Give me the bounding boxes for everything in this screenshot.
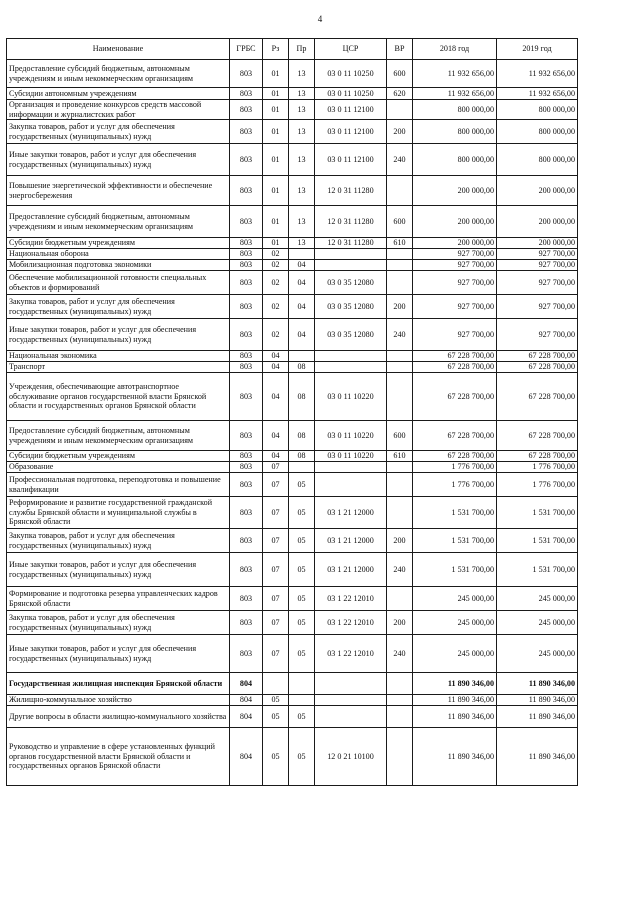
table-row <box>7 373 578 421</box>
row-2018: 200 000,00 <box>413 238 497 249</box>
row-2018: 200 000,00 <box>413 176 497 206</box>
row-2018: 1 776 700,00 <box>413 462 497 473</box>
row-2019: 67 228 700,00 <box>497 362 578 373</box>
row-2019: 11 890 346,00 <box>497 728 578 786</box>
row-2019: 245 000,00 <box>497 635 578 673</box>
page-number: 4 <box>317 14 323 24</box>
row-name: Транспорт <box>7 362 230 373</box>
row-name: Другие вопросы в области жилищно-коммунального хозяйства <box>7 706 230 728</box>
row-2019: 200 000,00 <box>497 238 578 249</box>
row-grbs: 803 <box>230 88 263 100</box>
row-vr: 240 <box>387 144 413 176</box>
row-name: Национальная экономика <box>7 351 230 362</box>
row-grbs: 803 <box>230 60 263 88</box>
row-2019: 1 776 700,00 <box>497 473 578 497</box>
table-row <box>7 238 578 249</box>
row-grbs: 803 <box>230 351 263 362</box>
row-name: Субсидии автономным учреждениям <box>7 88 230 100</box>
row-rz: 05 <box>263 706 289 728</box>
row-grbs: 803 <box>230 553 263 587</box>
row-pr: 08 <box>289 451 315 462</box>
row-pr: 13 <box>289 88 315 100</box>
row-pr: 05 <box>289 611 315 635</box>
row-2019: 11 932 656,00 <box>497 88 578 100</box>
row-name: Закупка товаров, работ и услуг для обеспечения государственных (муниципальных) нужд <box>7 120 230 144</box>
row-name: Повышение энергетической эффективности и обеспечение энергосбережения <box>7 176 230 206</box>
row-grbs: 803 <box>230 249 263 260</box>
row-csr: 03 1 21 12000 <box>315 553 387 587</box>
row-name: Иные закупки товаров, работ и услуг для обеспечения государственных (муниципальных) нужд <box>7 319 230 351</box>
row-csr <box>315 260 387 271</box>
row-grbs: 803 <box>230 100 263 120</box>
row-pr <box>289 351 315 362</box>
row-rz <box>263 673 289 695</box>
row-vr <box>387 473 413 497</box>
row-csr: 03 0 11 12100 <box>315 100 387 120</box>
table-row <box>7 260 578 271</box>
row-rz: 04 <box>263 451 289 462</box>
row-csr: 03 1 21 12000 <box>315 529 387 553</box>
row-vr: 600 <box>387 421 413 451</box>
header-csr: ЦСР <box>315 39 387 60</box>
header-vr: ВР <box>387 39 413 60</box>
row-grbs: 804 <box>230 706 263 728</box>
header-2019: 2019 год <box>497 39 578 60</box>
row-vr <box>387 673 413 695</box>
row-2019: 1 531 700,00 <box>497 553 578 587</box>
row-2018: 800 000,00 <box>413 120 497 144</box>
row-vr: 620 <box>387 88 413 100</box>
row-2019: 200 000,00 <box>497 206 578 238</box>
row-csr <box>315 473 387 497</box>
row-2018: 11 890 346,00 <box>413 706 497 728</box>
row-csr: 03 1 22 12010 <box>315 611 387 635</box>
row-2019: 245 000,00 <box>497 611 578 635</box>
row-rz: 01 <box>263 100 289 120</box>
row-rz: 02 <box>263 319 289 351</box>
row-csr: 12 0 31 11280 <box>315 176 387 206</box>
row-name: Учреждения, обеспечивающие автотранспортное обслуживание органов государственной власти Брянской области и государственных органов Брянской области <box>7 373 230 421</box>
row-rz: 07 <box>263 635 289 673</box>
row-vr: 240 <box>387 319 413 351</box>
row-2018: 800 000,00 <box>413 100 497 120</box>
row-csr: 03 1 22 12010 <box>315 635 387 673</box>
row-rz: 01 <box>263 206 289 238</box>
row-2018: 67 228 700,00 <box>413 421 497 451</box>
row-pr <box>289 462 315 473</box>
row-vr <box>387 362 413 373</box>
table-row <box>7 362 578 373</box>
row-name: Иные закупки товаров, работ и услуг для обеспечения государственных (муниципальных) нужд <box>7 144 230 176</box>
header-pr: Пр <box>289 39 315 60</box>
row-vr <box>387 100 413 120</box>
row-csr: 03 1 21 12000 <box>315 497 387 529</box>
row-rz: 04 <box>263 362 289 373</box>
row-2018: 245 000,00 <box>413 587 497 611</box>
row-vr <box>387 176 413 206</box>
row-rz: 07 <box>263 611 289 635</box>
row-2019: 800 000,00 <box>497 100 578 120</box>
header-name: Наименование <box>7 39 230 60</box>
table-row <box>7 249 578 260</box>
row-rz: 01 <box>263 144 289 176</box>
row-rz: 07 <box>263 497 289 529</box>
row-csr <box>315 351 387 362</box>
table-row <box>7 144 578 176</box>
row-2018: 927 700,00 <box>413 271 497 295</box>
row-2019: 927 700,00 <box>497 295 578 319</box>
table-row <box>7 100 578 120</box>
row-2018: 67 228 700,00 <box>413 362 497 373</box>
row-rz: 07 <box>263 462 289 473</box>
row-csr: 03 0 11 10250 <box>315 60 387 88</box>
row-rz: 01 <box>263 88 289 100</box>
row-vr <box>387 728 413 786</box>
row-name: Государственная жилищная инспекция Брянской области <box>7 673 230 695</box>
row-pr: 05 <box>289 706 315 728</box>
header-2018: 2018 год <box>413 39 497 60</box>
row-2019: 11 890 346,00 <box>497 673 578 695</box>
row-grbs: 803 <box>230 529 263 553</box>
row-pr: 05 <box>289 529 315 553</box>
row-pr: 13 <box>289 100 315 120</box>
row-pr: 13 <box>289 60 315 88</box>
row-pr: 05 <box>289 497 315 529</box>
row-grbs: 803 <box>230 451 263 462</box>
row-2018: 800 000,00 <box>413 144 497 176</box>
row-pr: 13 <box>289 206 315 238</box>
row-name: Реформирование и развитие государственной гражданской службы Брянской области и муниципальной службы в Брянской области <box>7 497 230 529</box>
row-name: Субсидии бюджетным учреждениям <box>7 238 230 249</box>
row-2019: 927 700,00 <box>497 319 578 351</box>
table-row <box>7 319 578 351</box>
row-name: Жилищно-коммунальное хозяйство <box>7 695 230 706</box>
row-csr <box>315 695 387 706</box>
row-grbs: 803 <box>230 206 263 238</box>
row-pr: 04 <box>289 295 315 319</box>
row-grbs: 803 <box>230 295 263 319</box>
row-csr <box>315 249 387 260</box>
row-grbs: 803 <box>230 362 263 373</box>
row-vr: 240 <box>387 635 413 673</box>
table-row <box>7 120 578 144</box>
budget-table <box>6 38 578 786</box>
row-rz: 07 <box>263 529 289 553</box>
row-vr <box>387 260 413 271</box>
row-2019: 245 000,00 <box>497 587 578 611</box>
row-csr <box>315 362 387 373</box>
row-vr: 600 <box>387 206 413 238</box>
row-2018: 1 531 700,00 <box>413 529 497 553</box>
row-csr: 12 0 31 11280 <box>315 206 387 238</box>
row-pr: 13 <box>289 144 315 176</box>
row-name: Закупка товаров, работ и услуг для обеспечения государственных (муниципальных) нужд <box>7 611 230 635</box>
row-name: Формирование и подготовка резерва управленческих кадров Брянской области <box>7 587 230 611</box>
row-pr: 04 <box>289 319 315 351</box>
row-grbs: 803 <box>230 462 263 473</box>
row-vr: 200 <box>387 611 413 635</box>
row-2018: 11 890 346,00 <box>413 695 497 706</box>
row-rz: 01 <box>263 120 289 144</box>
row-name: Профессиональная подготовка, переподготовка и повышение квалификации <box>7 473 230 497</box>
table-row <box>7 587 578 611</box>
table-row <box>7 295 578 319</box>
table-row <box>7 451 578 462</box>
row-vr <box>387 587 413 611</box>
row-name: Мобилизационная подготовка экономики <box>7 260 230 271</box>
row-2018: 200 000,00 <box>413 206 497 238</box>
row-grbs: 803 <box>230 144 263 176</box>
row-vr: 610 <box>387 238 413 249</box>
table-row <box>7 351 578 362</box>
row-pr <box>289 249 315 260</box>
row-2019: 927 700,00 <box>497 249 578 260</box>
row-2018: 1 531 700,00 <box>413 497 497 529</box>
row-2019: 200 000,00 <box>497 176 578 206</box>
table-row <box>7 462 578 473</box>
row-rz: 01 <box>263 238 289 249</box>
table-row <box>7 271 578 295</box>
row-grbs: 803 <box>230 587 263 611</box>
row-name: Руководство и управление в сфере установленных функций органов государственной власти Брянской области и государственных органов Брянской области <box>7 728 230 786</box>
row-name: Закупка товаров, работ и услуг для обеспечения государственных (муниципальных) нужд <box>7 295 230 319</box>
row-vr: 200 <box>387 120 413 144</box>
row-csr: 03 0 11 12100 <box>315 144 387 176</box>
row-2019: 927 700,00 <box>497 271 578 295</box>
row-rz: 04 <box>263 421 289 451</box>
row-2019: 67 228 700,00 <box>497 421 578 451</box>
table-row <box>7 529 578 553</box>
row-pr: 08 <box>289 373 315 421</box>
row-rz: 01 <box>263 60 289 88</box>
row-grbs: 803 <box>230 497 263 529</box>
table-row <box>7 635 578 673</box>
table-row <box>7 497 578 529</box>
row-rz: 07 <box>263 587 289 611</box>
row-pr <box>289 673 315 695</box>
row-grbs: 804 <box>230 728 263 786</box>
row-vr: 200 <box>387 529 413 553</box>
row-csr <box>315 462 387 473</box>
table-row <box>7 673 578 695</box>
table-row <box>7 176 578 206</box>
row-csr: 03 0 11 12100 <box>315 120 387 144</box>
row-rz: 02 <box>263 249 289 260</box>
row-2019: 1 776 700,00 <box>497 462 578 473</box>
row-name: Иные закупки товаров, работ и услуг для обеспечения государственных (муниципальных) нужд <box>7 635 230 673</box>
row-rz: 04 <box>263 351 289 362</box>
header-grbs: ГРБС <box>230 39 263 60</box>
row-grbs: 804 <box>230 695 263 706</box>
row-name: Организация и проведение конкурсов средств массовой информации и журналистских работ <box>7 100 230 120</box>
table-row <box>7 206 578 238</box>
row-pr: 13 <box>289 176 315 206</box>
row-2018: 1 776 700,00 <box>413 473 497 497</box>
table-row <box>7 728 578 786</box>
row-2018: 67 228 700,00 <box>413 351 497 362</box>
row-2019: 800 000,00 <box>497 120 578 144</box>
row-2019: 927 700,00 <box>497 260 578 271</box>
row-2018: 927 700,00 <box>413 260 497 271</box>
row-pr: 13 <box>289 238 315 249</box>
row-csr: 03 0 35 12080 <box>315 319 387 351</box>
row-csr: 03 0 35 12080 <box>315 295 387 319</box>
row-2019: 67 228 700,00 <box>497 351 578 362</box>
row-rz: 04 <box>263 373 289 421</box>
row-2019: 67 228 700,00 <box>497 451 578 462</box>
row-name: Предоставление субсидий бюджетным, автономным учреждениям и иным некоммерческим организациям <box>7 206 230 238</box>
row-grbs: 803 <box>230 120 263 144</box>
row-pr: 05 <box>289 635 315 673</box>
row-name: Обеспечение мобилизационной готовности специальных объектов и формирований <box>7 271 230 295</box>
table-row <box>7 695 578 706</box>
row-grbs: 803 <box>230 260 263 271</box>
row-rz: 02 <box>263 271 289 295</box>
row-2019: 1 531 700,00 <box>497 529 578 553</box>
row-2018: 67 228 700,00 <box>413 373 497 421</box>
table-row <box>7 611 578 635</box>
row-vr: 610 <box>387 451 413 462</box>
row-grbs: 803 <box>230 473 263 497</box>
row-csr: 12 0 21 10100 <box>315 728 387 786</box>
row-2018: 245 000,00 <box>413 635 497 673</box>
row-csr: 03 0 35 12080 <box>315 271 387 295</box>
row-grbs: 804 <box>230 673 263 695</box>
row-2018: 11 890 346,00 <box>413 673 497 695</box>
row-csr: 03 0 11 10220 <box>315 421 387 451</box>
row-grbs: 803 <box>230 421 263 451</box>
header-row <box>7 39 578 60</box>
row-vr <box>387 497 413 529</box>
row-csr: 03 0 11 10220 <box>315 373 387 421</box>
row-pr: 04 <box>289 260 315 271</box>
row-vr <box>387 462 413 473</box>
row-2019: 11 890 346,00 <box>497 706 578 728</box>
row-csr <box>315 706 387 728</box>
row-2018: 927 700,00 <box>413 249 497 260</box>
table-row <box>7 60 578 88</box>
row-2018: 927 700,00 <box>413 295 497 319</box>
row-vr <box>387 351 413 362</box>
row-2018: 927 700,00 <box>413 319 497 351</box>
row-name: Образование <box>7 462 230 473</box>
row-rz: 02 <box>263 260 289 271</box>
row-rz: 07 <box>263 553 289 587</box>
table-row <box>7 421 578 451</box>
row-vr <box>387 271 413 295</box>
row-pr: 13 <box>289 120 315 144</box>
row-grbs: 803 <box>230 319 263 351</box>
row-grbs: 803 <box>230 271 263 295</box>
row-csr: 03 0 11 10250 <box>315 88 387 100</box>
row-2019: 1 531 700,00 <box>497 497 578 529</box>
row-2018: 11 890 346,00 <box>413 728 497 786</box>
table-row <box>7 88 578 100</box>
header-rz: Рз <box>263 39 289 60</box>
row-name: Предоставление субсидий бюджетным, автономным учреждениям и иным некоммерческим организациям <box>7 60 230 88</box>
row-2018: 245 000,00 <box>413 611 497 635</box>
row-name: Иные закупки товаров, работ и услуг для обеспечения государственных (муниципальных) нужд <box>7 553 230 587</box>
row-rz: 07 <box>263 473 289 497</box>
row-pr: 08 <box>289 362 315 373</box>
row-grbs: 803 <box>230 611 263 635</box>
row-2019: 11 932 656,00 <box>497 60 578 88</box>
row-rz: 02 <box>263 295 289 319</box>
row-grbs: 803 <box>230 176 263 206</box>
row-grbs: 803 <box>230 238 263 249</box>
row-grbs: 803 <box>230 373 263 421</box>
table-row <box>7 706 578 728</box>
row-name: Закупка товаров, работ и услуг для обеспечения государственных (муниципальных) нужд <box>7 529 230 553</box>
row-2018: 11 932 656,00 <box>413 88 497 100</box>
row-rz: 05 <box>263 695 289 706</box>
row-pr: 05 <box>289 553 315 587</box>
row-rz: 05 <box>263 728 289 786</box>
table-row <box>7 553 578 587</box>
row-csr: 12 0 31 11280 <box>315 238 387 249</box>
row-vr: 600 <box>387 60 413 88</box>
row-pr: 04 <box>289 271 315 295</box>
row-vr <box>387 249 413 260</box>
row-pr: 05 <box>289 587 315 611</box>
row-2018: 1 531 700,00 <box>413 553 497 587</box>
row-2018: 11 932 656,00 <box>413 60 497 88</box>
row-csr: 03 1 22 12010 <box>315 587 387 611</box>
row-rz: 01 <box>263 176 289 206</box>
row-name: Предоставление субсидий бюджетным, автономным учреждениям и иным некоммерческим организациям <box>7 421 230 451</box>
row-pr: 05 <box>289 728 315 786</box>
row-name: Национальная оборона <box>7 249 230 260</box>
row-csr: 03 0 11 10220 <box>315 451 387 462</box>
row-vr <box>387 695 413 706</box>
table-row <box>7 473 578 497</box>
row-pr: 05 <box>289 473 315 497</box>
row-2019: 800 000,00 <box>497 144 578 176</box>
row-pr: 08 <box>289 421 315 451</box>
row-csr <box>315 673 387 695</box>
row-vr <box>387 706 413 728</box>
row-grbs: 803 <box>230 635 263 673</box>
row-vr: 240 <box>387 553 413 587</box>
row-pr <box>289 695 315 706</box>
row-name: Субсидии бюджетным учреждениям <box>7 451 230 462</box>
row-2019: 67 228 700,00 <box>497 373 578 421</box>
row-vr: 200 <box>387 295 413 319</box>
row-2018: 67 228 700,00 <box>413 451 497 462</box>
row-2019: 11 890 346,00 <box>497 695 578 706</box>
row-vr <box>387 373 413 421</box>
